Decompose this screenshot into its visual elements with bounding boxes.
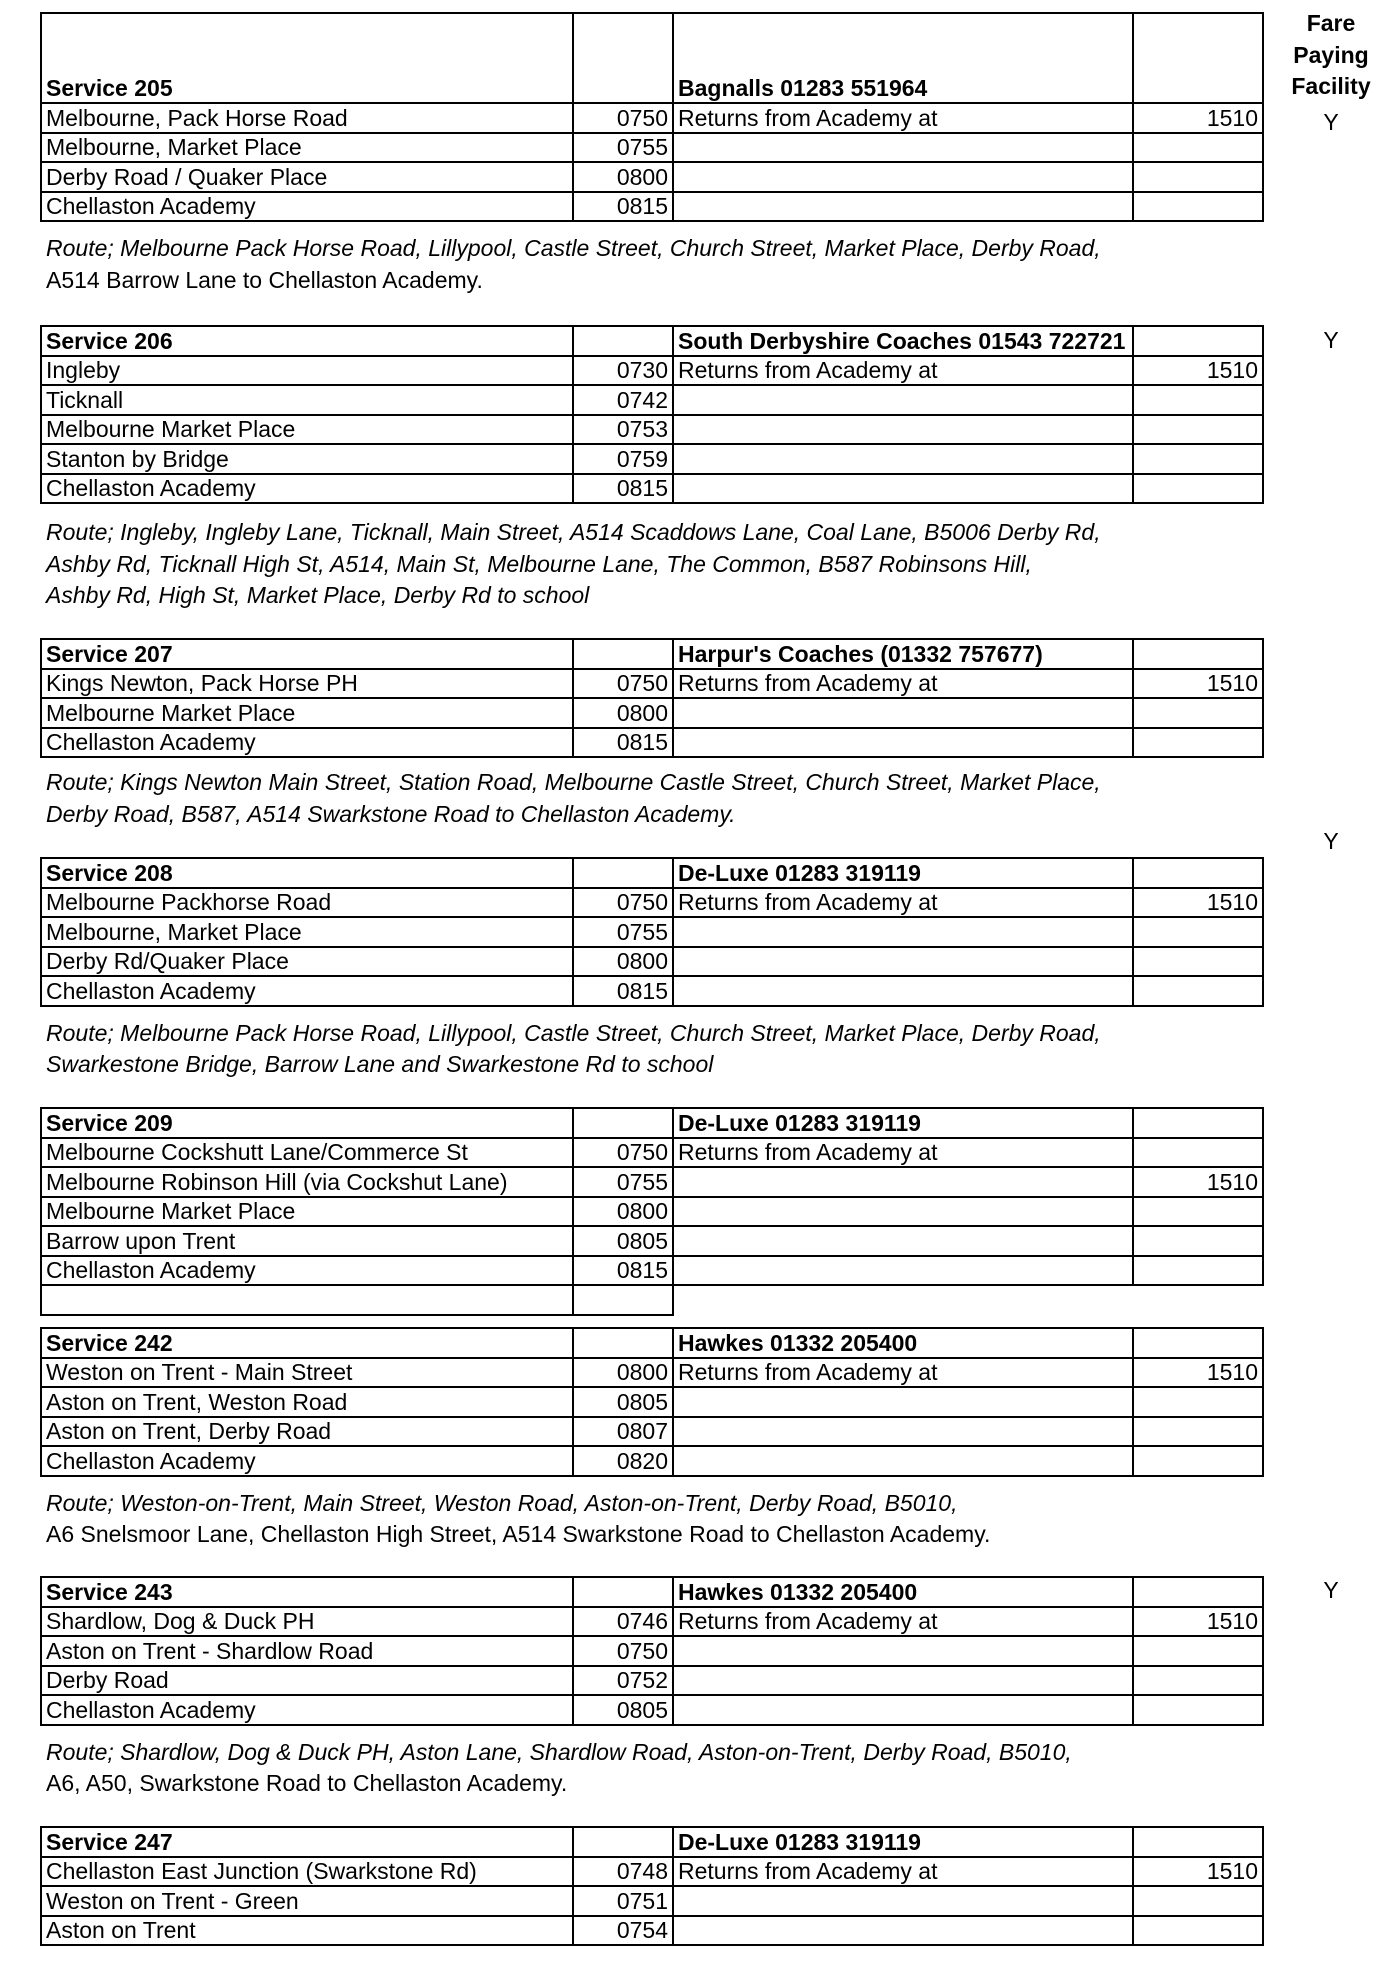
departure-time: 0805 xyxy=(573,1387,673,1417)
departure-time: 0800 xyxy=(573,1358,673,1388)
return-time xyxy=(1133,385,1263,415)
service-header-row xyxy=(41,13,1263,103)
service-number: Service 206 xyxy=(41,326,573,356)
stop-row xyxy=(41,385,1263,415)
route-description: A6, A50, Swarkstone Road to Chellaston Academy. xyxy=(46,1770,568,1796)
departure-time: 0753 xyxy=(573,415,673,445)
header-empty-cell xyxy=(573,13,673,103)
route-description: Swarkestone Bridge, Barrow Lane and Swarkestone Rd to school xyxy=(46,1051,714,1077)
departure-time: 0751 xyxy=(573,1886,673,1916)
return-note xyxy=(673,192,1133,222)
stop-name: Aston on Trent - Shardlow Road xyxy=(41,1636,573,1666)
route-description: Route; Ingleby, Ingleby Lane, Ticknall, Main Street, A514 Scaddows Lane, Coal Lane, B5006 Derby Rd, xyxy=(46,519,1101,545)
service-table xyxy=(40,12,1264,222)
departure-time: 0805 xyxy=(573,1695,673,1725)
stop-name: Weston on Trent - Green xyxy=(41,1886,573,1916)
return-note: Returns from Academy at xyxy=(673,103,1133,133)
fare-header-line: Paying xyxy=(1293,41,1369,68)
service-number: Service 247 xyxy=(41,1827,573,1857)
stop-name: Chellaston Academy xyxy=(41,474,573,504)
service-header-row xyxy=(41,1108,1263,1138)
stop-name: Derby Road / Quaker Place xyxy=(41,162,573,192)
departure-time: 0755 xyxy=(573,1167,673,1197)
stop-name: Melbourne, Market Place xyxy=(41,917,573,947)
stop-name: Melbourne, Market Place xyxy=(41,133,573,163)
service-table xyxy=(40,1826,1264,1946)
service-number: Service 209 xyxy=(41,1108,573,1138)
stop-name: Ticknall xyxy=(41,385,573,415)
stop-name: Stanton by Bridge xyxy=(41,444,573,474)
departure-time: 0805 xyxy=(573,1226,673,1256)
header-empty-cell xyxy=(573,1328,673,1358)
return-time: 1510 xyxy=(1133,1857,1263,1887)
service-header-row xyxy=(41,858,1263,888)
stop-row xyxy=(41,1417,1263,1447)
departure-time: 0815 xyxy=(573,728,673,758)
return-time xyxy=(1133,474,1263,504)
operator-contact: Harpur's Coaches (01332 757677) xyxy=(673,639,1133,669)
stop-row xyxy=(41,415,1263,445)
return-time xyxy=(1133,1666,1263,1696)
stop-name: Melbourne Market Place xyxy=(41,1197,573,1227)
return-note xyxy=(673,728,1133,758)
stop-row xyxy=(41,1666,1263,1696)
header-empty-cell xyxy=(573,1827,673,1857)
return-time: 1510 xyxy=(1133,356,1263,386)
return-note: Returns from Academy at xyxy=(673,669,1133,699)
service-number: Service 205 xyxy=(41,13,573,103)
fare-paying-flag: Y xyxy=(1323,109,1339,135)
service-number: Service 242 xyxy=(41,1328,573,1358)
stop-row xyxy=(41,1226,1263,1256)
return-time xyxy=(1133,728,1263,758)
stop-row xyxy=(41,728,1263,758)
header-empty-cell xyxy=(573,858,673,888)
fare-paying-facility-header xyxy=(1268,8,1394,103)
return-note: Returns from Academy at xyxy=(673,356,1133,386)
stop-row xyxy=(41,1387,1263,1417)
fare-paying-flag: Y xyxy=(1323,327,1339,353)
departure-time: 0815 xyxy=(573,192,673,222)
route-description: A6 Snelsmoor Lane, Chellaston High Street, A514 Swarkstone Road to Chellaston Academy. xyxy=(46,1521,991,1547)
departure-time: 0800 xyxy=(573,698,673,728)
route-description: A514 Barrow Lane to Chellaston Academy. xyxy=(46,266,483,293)
return-time xyxy=(1133,976,1263,1006)
return-time xyxy=(1133,1916,1263,1946)
return-note xyxy=(673,1886,1133,1916)
header-empty-cell xyxy=(1133,639,1263,669)
service-table xyxy=(40,857,1264,1007)
departure-time: 0742 xyxy=(573,385,673,415)
stop-row xyxy=(41,162,1263,192)
departure-time: 0807 xyxy=(573,1417,673,1447)
return-time xyxy=(1133,1197,1263,1227)
return-time: 1510 xyxy=(1133,1607,1263,1637)
route-description: Route; Kings Newton Main Street, Station Road, Melbourne Castle Street, Church Street, Market Place, xyxy=(46,769,1101,795)
stop-name: Aston on Trent, Weston Road xyxy=(41,1387,573,1417)
stop-name: Chellaston East Junction (Swarkstone Rd) xyxy=(41,1857,573,1887)
service-header-row xyxy=(41,639,1263,669)
return-note xyxy=(673,1417,1133,1447)
service-table xyxy=(40,1576,1264,1726)
route-description: Route; Melbourne Pack Horse Road, Lillypool, Castle Street, Church Street, Market Place, Derby Road, xyxy=(46,235,1101,261)
departure-time: 0759 xyxy=(573,444,673,474)
return-note xyxy=(673,947,1133,977)
stop-row xyxy=(41,474,1263,504)
stop-row xyxy=(41,103,1263,133)
stop-name: Weston on Trent - Main Street xyxy=(41,1358,573,1388)
departure-time: 0800 xyxy=(573,947,673,977)
stop-name: Melbourne Packhorse Road xyxy=(41,888,573,918)
return-time: 1510 xyxy=(1133,1358,1263,1388)
return-note xyxy=(673,1695,1133,1725)
return-note: Returns from Academy at xyxy=(673,1358,1133,1388)
departure-time: 0815 xyxy=(573,976,673,1006)
return-time: 1510 xyxy=(1133,103,1263,133)
return-note xyxy=(673,1387,1133,1417)
departure-time: 0750 xyxy=(573,1138,673,1168)
return-time xyxy=(1133,1446,1263,1476)
stop-name: Shardlow, Dog & Duck PH xyxy=(41,1607,573,1637)
stop-name: Barrow upon Trent xyxy=(41,1226,573,1256)
return-note xyxy=(673,133,1133,163)
return-note xyxy=(673,1226,1133,1256)
return-time xyxy=(1133,162,1263,192)
fare-header-line: Fare xyxy=(1306,10,1356,36)
stop-name: Melbourne Cockshutt Lane/Commerce St xyxy=(41,1138,573,1168)
stop-name: Aston on Trent xyxy=(41,1916,573,1946)
header-empty-cell xyxy=(1133,326,1263,356)
departure-time: 0800 xyxy=(573,162,673,192)
service-table xyxy=(40,1107,1264,1316)
operator-contact: Hawkes 01332 205400 xyxy=(673,1577,1133,1607)
return-note xyxy=(673,1446,1133,1476)
header-empty-cell xyxy=(1133,13,1263,103)
stop-name: Chellaston Academy xyxy=(41,192,573,222)
operator-contact: De-Luxe 01283 319119 xyxy=(673,1108,1133,1138)
return-time xyxy=(1133,444,1263,474)
return-note xyxy=(673,162,1133,192)
departure-time: 0748 xyxy=(573,1857,673,1887)
stop-row xyxy=(41,1358,1263,1388)
operator-contact: South Derbyshire Coaches 01543 722721 xyxy=(673,326,1133,356)
stop-name: Kings Newton, Pack Horse PH xyxy=(41,669,573,699)
return-note: Returns from Academy at xyxy=(673,1138,1133,1168)
route-description: Derby Road, B587, A514 Swarkstone Road to Chellaston Academy. xyxy=(46,800,736,827)
stop-row xyxy=(41,356,1263,386)
departure-time: 0755 xyxy=(573,133,673,163)
return-time xyxy=(1133,1886,1263,1916)
return-time xyxy=(1133,1695,1263,1725)
stop-row xyxy=(41,917,1263,947)
departure-time: 0754 xyxy=(573,1916,673,1946)
stop-row xyxy=(41,1607,1263,1637)
return-note xyxy=(673,444,1133,474)
header-empty-cell xyxy=(573,639,673,669)
return-time xyxy=(1133,1226,1263,1256)
departure-time: 0752 xyxy=(573,1666,673,1696)
header-empty-cell xyxy=(1133,858,1263,888)
stop-name: Melbourne Robinson Hill (via Cockshut Lane) xyxy=(41,1167,573,1197)
fare-paying-flag: Y xyxy=(1323,1577,1339,1603)
return-time xyxy=(1133,415,1263,445)
stop-row xyxy=(41,1916,1263,1946)
return-note: Returns from Academy at xyxy=(673,1607,1133,1637)
stop-row xyxy=(41,698,1263,728)
stop-name: Melbourne Market Place xyxy=(41,415,573,445)
return-note xyxy=(673,1916,1133,1946)
return-note: Returns from Academy at xyxy=(673,888,1133,918)
spacer-row xyxy=(41,1285,1263,1315)
stop-row xyxy=(41,1446,1263,1476)
stop-name: Chellaston Academy xyxy=(41,728,573,758)
stop-row xyxy=(41,192,1263,222)
departure-time: 0815 xyxy=(573,474,673,504)
return-time xyxy=(1133,192,1263,222)
route-description: Route; Shardlow, Dog & Duck PH, Aston Lane, Shardlow Road, Aston-on-Trent, Derby Road, B5010, xyxy=(46,1738,1072,1765)
header-empty-cell xyxy=(573,1108,673,1138)
return-note xyxy=(673,474,1133,504)
header-empty-cell xyxy=(1133,1827,1263,1857)
return-note xyxy=(673,1167,1133,1197)
operator-contact: De-Luxe 01283 319119 xyxy=(673,1827,1133,1857)
header-empty-cell xyxy=(1133,1108,1263,1138)
departure-time: 0750 xyxy=(573,669,673,699)
return-time xyxy=(1133,1636,1263,1666)
route-description: Route; Weston-on-Trent, Main Street, Weston Road, Aston-on-Trent, Derby Road, B5010, xyxy=(46,1489,958,1516)
stop-row xyxy=(41,1138,1263,1168)
departure-time: 0820 xyxy=(573,1446,673,1476)
return-time xyxy=(1133,1256,1263,1286)
return-note xyxy=(673,1666,1133,1696)
return-time xyxy=(1133,917,1263,947)
stop-row xyxy=(41,1857,1263,1887)
return-time xyxy=(1133,1387,1263,1417)
service-number: Service 243 xyxy=(41,1577,573,1607)
stop-name: Melbourne Market Place xyxy=(41,698,573,728)
route-description: Route; Melbourne Pack Horse Road, Lillypool, Castle Street, Church Street, Market Place, Derby Road, xyxy=(46,1019,1101,1046)
service-table xyxy=(40,638,1264,758)
return-time xyxy=(1133,1138,1263,1168)
stop-name: Chellaston Academy xyxy=(41,976,573,1006)
return-note xyxy=(673,917,1133,947)
spacer-cell xyxy=(41,1285,573,1315)
return-note xyxy=(673,1197,1133,1227)
return-time: 1510 xyxy=(1133,669,1263,699)
departure-time: 0746 xyxy=(573,1607,673,1637)
stop-row xyxy=(41,1886,1263,1916)
return-time xyxy=(1133,133,1263,163)
service-table xyxy=(40,1327,1264,1477)
route-description: Ashby Rd, Ticknall High St, A514, Main St, Melbourne Lane, The Common, B587 Robinsons Hill, xyxy=(46,550,1032,577)
route-description: Ashby Rd, High St, Market Place, Derby Rd to school xyxy=(46,582,590,608)
stop-row xyxy=(41,1197,1263,1227)
departure-time: 0750 xyxy=(573,1636,673,1666)
stop-name: Derby Rd/Quaker Place xyxy=(41,947,573,977)
header-empty-cell xyxy=(1133,1577,1263,1607)
service-header-row xyxy=(41,1827,1263,1857)
stop-row xyxy=(41,947,1263,977)
return-note xyxy=(673,1636,1133,1666)
stop-name: Aston on Trent, Derby Road xyxy=(41,1417,573,1447)
service-table xyxy=(40,325,1264,504)
header-empty-cell xyxy=(573,326,673,356)
stop-name: Chellaston Academy xyxy=(41,1256,573,1286)
return-time: 1510 xyxy=(1133,1167,1263,1197)
return-note: Returns from Academy at xyxy=(673,1857,1133,1887)
departure-time: 0800 xyxy=(573,1197,673,1227)
return-note xyxy=(673,698,1133,728)
return-note xyxy=(673,1256,1133,1286)
fare-header-line: Facility xyxy=(1291,73,1371,99)
stop-row xyxy=(41,444,1263,474)
operator-contact: Hawkes 01332 205400 xyxy=(673,1328,1133,1358)
stop-name: Melbourne, Pack Horse Road xyxy=(41,103,573,133)
stop-row xyxy=(41,1695,1263,1725)
return-note xyxy=(673,415,1133,445)
return-note xyxy=(673,385,1133,415)
stop-name: Chellaston Academy xyxy=(41,1446,573,1476)
departure-time: 0750 xyxy=(573,103,673,133)
service-header-row xyxy=(41,326,1263,356)
operator-contact: De-Luxe 01283 319119 xyxy=(673,858,1133,888)
departure-time: 0755 xyxy=(573,917,673,947)
header-empty-cell xyxy=(1133,1328,1263,1358)
service-number: Service 207 xyxy=(41,639,573,669)
stop-row xyxy=(41,133,1263,163)
spacer-cell xyxy=(573,1285,673,1315)
operator-contact: Bagnalls 01283 551964 xyxy=(673,13,1133,103)
stop-name: Derby Road xyxy=(41,1666,573,1696)
stop-row xyxy=(41,1167,1263,1197)
service-number: Service 208 xyxy=(41,858,573,888)
departure-time: 0815 xyxy=(573,1256,673,1286)
return-time xyxy=(1133,1417,1263,1447)
return-note xyxy=(673,976,1133,1006)
service-header-row xyxy=(41,1328,1263,1358)
return-time xyxy=(1133,947,1263,977)
return-time xyxy=(1133,698,1263,728)
return-time: 1510 xyxy=(1133,888,1263,918)
spacer-cell xyxy=(673,1285,1263,1315)
service-header-row xyxy=(41,1577,1263,1607)
stop-name: Chellaston Academy xyxy=(41,1695,573,1725)
stop-row xyxy=(41,976,1263,1006)
stop-row xyxy=(41,888,1263,918)
header-empty-cell xyxy=(573,1577,673,1607)
fare-paying-flag: Y xyxy=(1323,828,1339,854)
departure-time: 0750 xyxy=(573,888,673,918)
stop-row xyxy=(41,669,1263,699)
stop-name: Ingleby xyxy=(41,356,573,386)
stop-row xyxy=(41,1636,1263,1666)
departure-time: 0730 xyxy=(573,356,673,386)
stop-row xyxy=(41,1256,1263,1286)
